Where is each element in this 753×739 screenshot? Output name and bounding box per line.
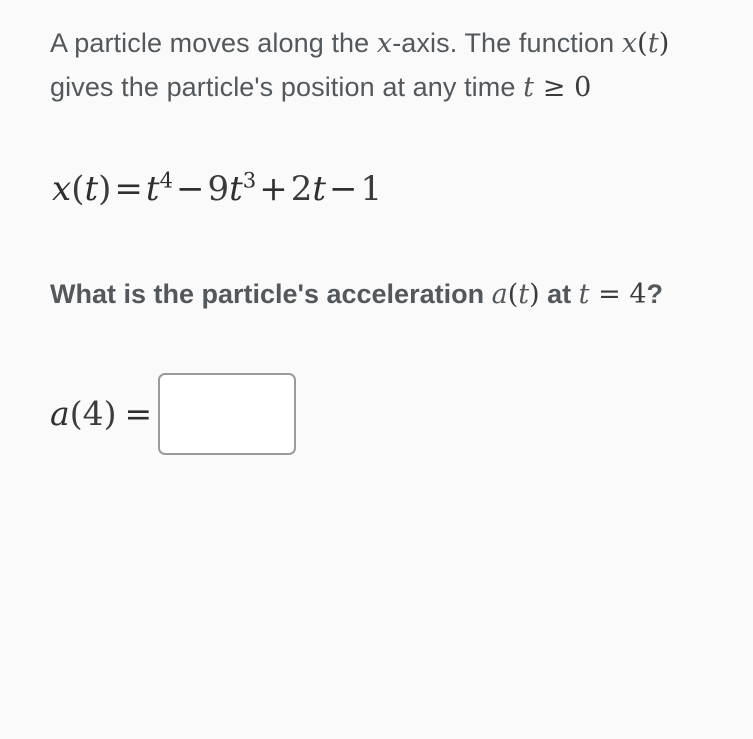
equation-term1-base: t	[145, 169, 160, 210]
problem-statement	[50, 22, 710, 109]
answer-open-paren: (	[69, 394, 83, 434]
equation-term2-base: t	[229, 169, 243, 210]
statement-text-1: A particle moves along the	[50, 28, 377, 58]
question-text-3: ?	[646, 279, 663, 310]
equation-lhs-open-paren: (	[71, 169, 85, 210]
position-function-arg: t	[647, 28, 659, 59]
equation-term1-exponent: 4	[159, 168, 173, 194]
position-function-close-paren: )	[658, 28, 670, 59]
question-text	[50, 273, 713, 316]
answer-arg: 4	[82, 394, 104, 434]
equation-term2-exponent: 3	[242, 168, 257, 194]
answer-close-paren: )	[103, 394, 117, 434]
question-text-2: at	[539, 279, 579, 310]
equation-term3-coefficient: 2	[290, 169, 313, 210]
equation-operator-2: +	[259, 169, 288, 210]
equation-operator-1: −	[175, 169, 205, 210]
axis-variable: x	[376, 28, 393, 59]
equation-term2-coefficient: 9	[207, 169, 230, 210]
position-function-open-paren: (	[637, 28, 648, 59]
answer-label	[50, 394, 158, 433]
answer-fn-name: a	[50, 394, 70, 434]
answer-row	[50, 373, 713, 455]
equation-lhs-fn: x	[52, 169, 72, 210]
equation-operator-3: −	[329, 169, 358, 210]
acceleration-open-paren: (	[507, 279, 519, 311]
question-text-1: What is the particle's acceleration	[50, 279, 492, 310]
question-equals-sign: =	[589, 279, 630, 311]
answer-input[interactable]	[158, 373, 296, 455]
time-variable: t	[523, 71, 535, 103]
position-function-name: x	[621, 28, 638, 59]
question-time-value: 4	[629, 279, 647, 311]
position-equation	[52, 169, 713, 209]
equation-equals-sign: =	[114, 169, 143, 210]
time-lower-bound: 0	[574, 71, 592, 103]
equation-lhs-var: t	[84, 169, 99, 210]
equation-term3-base: t	[312, 169, 327, 210]
statement-text-3: gives the particle's position at any time	[50, 71, 524, 102]
acceleration-close-paren: )	[529, 279, 540, 311]
acceleration-arg: t	[518, 279, 530, 311]
equation-term4-constant: 1	[360, 169, 383, 210]
question-time-variable: t	[578, 279, 590, 311]
equation-lhs-close-paren: )	[98, 169, 112, 210]
answer-equals-sign: =	[124, 394, 153, 434]
time-relation-symbol: ≥	[534, 71, 575, 103]
statement-text-2: -axis. The function	[392, 28, 622, 58]
acceleration-function-name: a	[491, 279, 508, 311]
